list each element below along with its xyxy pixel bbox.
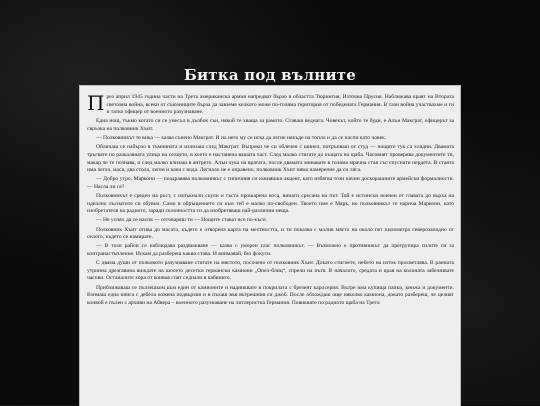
paragraph: — Добро утро, Маркони — поздравява полковникът с типичния си южняшки акцент, като избягва този начин доскорашните армейски формалности. — Насла ли се? (87, 176, 454, 190)
paragraph: Приближаваш се пълзешком към един от камионите и надниквате в покрилата с брезент каросерия. Вътре има купища папки, книжа и документи. Взимаш една книга с дебела кожена подвързия и я пъхаш във вътрешния си джоб. После обхождаш още няколко камиона, докато разбереш, че целият конвой е пълен с архиви на Абвера – военното разузнаване на хитлеристка Германия. Повиквате по радиото щаба на Трета (87, 284, 454, 306)
document-page (80, 86, 460, 406)
paragraph: — В този район се наблюдава раздвижване — казва с уморен глас полковникът. — Възможно е противникът да прегрупира силите си за контранастъпление. Искам да разбереш какво става. И внимавай, без фокуси. (87, 243, 454, 258)
paragraph (87, 91, 454, 117)
paragraph: Една нощ, тъкмо когато си се унесъл в дълбок сън, някой те хваща за рамото. Ставаш веднага. Човекът, който те буди, е Алън Макграт, офицерът за свръзка на полковник Хънт. (87, 118, 454, 132)
paragraph: — Не успях да се наспя — отговаряш ти — Нощите стават все по-къси. (96, 217, 267, 224)
drop-cap: П (87, 91, 105, 115)
page-title: Битка под вълните (183, 66, 357, 84)
paragraph: Обличаш се набързо в тъмнината и излизаш след Макграт. Въпреки че си облечен с шинел, потръпваш от студ — нощите тук са хладни. Двамата тръгвате по разкаляната улица на селцето, в което е настанена вашата част. След малко стигате до къщата на щаба. Часовият проверява документите ти, макар че те познава, и след малко влизаш в антрето. Алън чука на вратата, после двамата минавате в голяма мрачна стая със спуснати пердета. В стаята има легло, маса, два стола, леген и кана с вода. Легнало не е оправено, полковник Хънт няма намерение да си ляга. (87, 144, 454, 174)
paragraph: Полковникът е среден на ръст, с изпъкнали скули и гъста прошарена коса, винаги сресана на път. Той е истински военен от главата до върха на идеално лъснатите си обувки. Само в обръщението си към теб е малко по-свободен. Твоето име е Марк, но полковникът те нарича Маркони, като изобретателя на радиото, заради склонността ти да изобретяваш най-различни неща. (87, 193, 454, 215)
paragraph: Полковник Хънт отива до масата, където е отворена карта на местността, и ти показва с молив място на около пет километра северозападно от селото, където се намирате. (87, 226, 454, 241)
story-text (80, 86, 460, 307)
paragraph: — Полковникът те вика — казва сънено Макграт. И на него му се иска да легне някъде на топло и да се наспи като човек. (96, 135, 387, 142)
paragraph-text: рез април 1945 година части на Трета американска армия напредват бързо в областта Тюрингия, Източна Прусия. Наближава краят на Втората световна война, всеки от съюзниците бърза да завземе колкото може по-голяма територия от победената Германия. В тази война участвахме и ги и татко офицер от военното разузнаване. (106, 94, 454, 116)
paragraph: С двама души от полковото разузнаване стигате на мястото, посочено от полковник Хънт. Докато стигнете, небето на изток просветлява. В ранната утринна дрезгавина виждате на шосето десетки германски камиони „Опел-блиц“, спрели на пътя. В началото, средата и края на колоната забелязвате часови. Останалите хора от конвоя спят седнали в кабините. (87, 260, 454, 282)
